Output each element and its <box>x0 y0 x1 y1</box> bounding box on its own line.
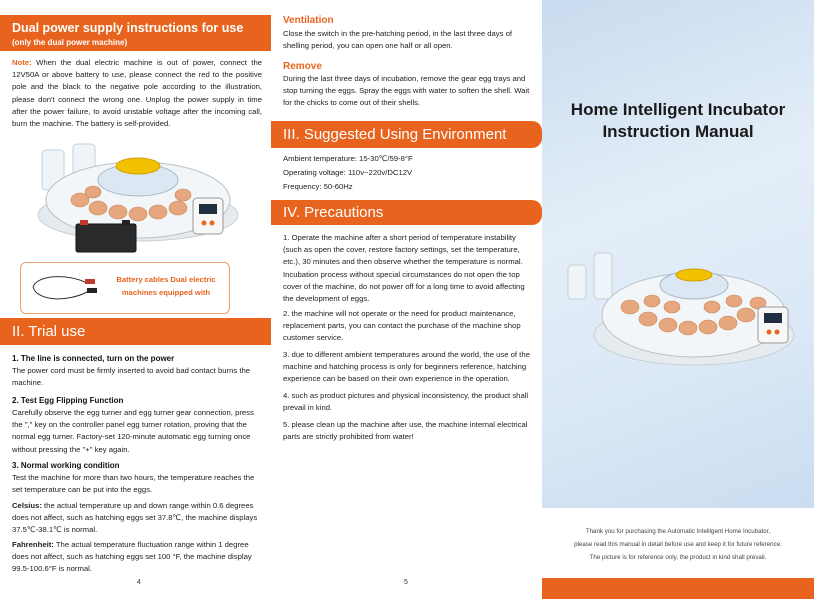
fahrenheit-text: The actual temperature fluctuation range within 1 degree does not affect, such as hatching eggs set 100 °F, the machine display 99.5-100.6°F is normal. <box>12 540 252 574</box>
note-paragraph <box>12 57 262 130</box>
item1-text: The power cord must be firmly inserted to avoid bad contact burns the machine. <box>12 366 251 388</box>
fahrenheit-paragraph <box>12 539 262 576</box>
page-4 <box>0 0 271 599</box>
cover-footer <box>542 508 814 578</box>
dual-power-subtitle: (only the dual power machine) <box>12 38 128 47</box>
battery-callout-text: Battery cables Dual electric machines equipped with <box>116 275 216 297</box>
cover-title-line2: Instruction Manual <box>602 122 754 141</box>
item3-title: 3. Normal working condition <box>12 461 120 470</box>
cover-footer-line3: The picture is for reference only, the product in kind shall prevail. <box>589 554 767 561</box>
remove-title: Remove <box>283 61 322 72</box>
item2-title: 2. Test Egg Flipping Function <box>12 396 124 405</box>
celsius-text: the actual temperature up and down range within 0.6 degrees does not affect, such as hatching eggs set 37.8℃, the machine displays 37.5℃-38.1℃ is normal. <box>12 501 258 535</box>
cover-bottom-bar <box>542 578 814 599</box>
celsius-label: Celsius: <box>12 501 42 510</box>
ventilation-text: Close the switch in the pre-hatching period, in the last three days of shelling period, you can open one half or all open. <box>283 29 513 51</box>
section-trial-use-bar <box>0 318 271 345</box>
ventilation-title: Ventilation <box>283 15 334 26</box>
page-5 <box>271 0 542 599</box>
env-voltage: Operating voltage: 110v~220v/DC12V <box>283 168 413 177</box>
precaution-1: 1. Operate the machine after a short period of temperature instability (such as open the cover, restore factory settings, set the temperature, etc.), 30 minutes and then observe whether the temperature is normal. Incubation process without special circumstances do not open the top cover of the machine, do not power off for a long time to avoid affecting the development of eggs. <box>283 233 525 304</box>
precaution-3: 3. due to different ambient temperatures around the world, the use of the machine and hatching process is only for beginners reference, hatching experience can be based on their own experience in the operation. <box>283 350 530 384</box>
item2-text: Carefully observe the egg turner and egg turner gear connection, press the "," key on the controller panel egg turner rotation, proving that the normal egg turner. Factory-set 120-minute automatic egg turning once without pressing the "+" key again. <box>12 408 254 454</box>
incubator-battery-illustration <box>18 140 248 255</box>
incubator-product-image <box>562 245 802 375</box>
cover-page <box>542 0 814 599</box>
dual-power-header <box>0 15 271 51</box>
item3-text: Test the machine for more than two hours, the temperature reaches the set temperature can be put into the eggs. <box>12 473 255 495</box>
section-environment-title: III. Suggested Using Environment <box>283 126 507 143</box>
section-trial-use-title: II. Trial use <box>12 323 86 340</box>
fahrenheit-label: Fahrenheit: <box>12 540 54 549</box>
page-number-5: 5 <box>404 579 408 586</box>
cover-footer-line2: please read this manual in detail before use and keep it for future reference. <box>574 541 782 548</box>
precaution-2: 2. the machine will not operate or the need for product maintenance, replacement parts, you can contact the purchase of the machine shop customer service. <box>283 309 521 343</box>
env-temperature: Ambient temperature: 15-30℃/59-8°F <box>283 154 413 163</box>
precaution-4: 4. such as product pictures and physical inconsistency, the product shall prevail in kind. <box>283 391 529 413</box>
section-precautions-bar <box>271 200 542 225</box>
note-label: Note: <box>12 58 32 67</box>
celsius-paragraph <box>12 500 262 537</box>
note-text: When the dual electric machine is out of power, connect the 12V50A or above battery to use, please connect the red to the positive pole and the black to the negative pole according to the illustration, please don't connect the wrong one. Unplug the power supply in time after the power failure, to avoid unstable voltage after the incoming call, burn the machine. The battery is self-provided. <box>12 58 262 129</box>
precaution-5: 5. please clean up the machine after use, the machine internal electrical parts are strictly prohibited from water! <box>283 420 528 442</box>
cover-title-line1: Home Intelligent Incubator <box>570 100 786 119</box>
env-frequency: Frequency: 50-60Hz <box>283 182 353 191</box>
battery-callout <box>20 262 230 314</box>
page-number-4: 4 <box>137 579 141 586</box>
dual-power-title: Dual power supply instructions for use <box>12 21 244 35</box>
battery-cable-icon <box>27 269 107 307</box>
remove-text: During the last three days of incubation, remove the gear egg trays and stop turning the eggs. Spray the eggs with water to soften the shell. Wait for the chicks to come out of their shells. <box>283 74 530 108</box>
section-precautions-title: IV. Precautions <box>283 204 384 221</box>
cover-footer-line1: Thank you for purchasing the Automatic Intelligent Home Incubator, <box>585 528 771 535</box>
section-environment-bar <box>271 121 542 148</box>
item1-title: 1. The line is connected, turn on the power <box>12 354 175 363</box>
